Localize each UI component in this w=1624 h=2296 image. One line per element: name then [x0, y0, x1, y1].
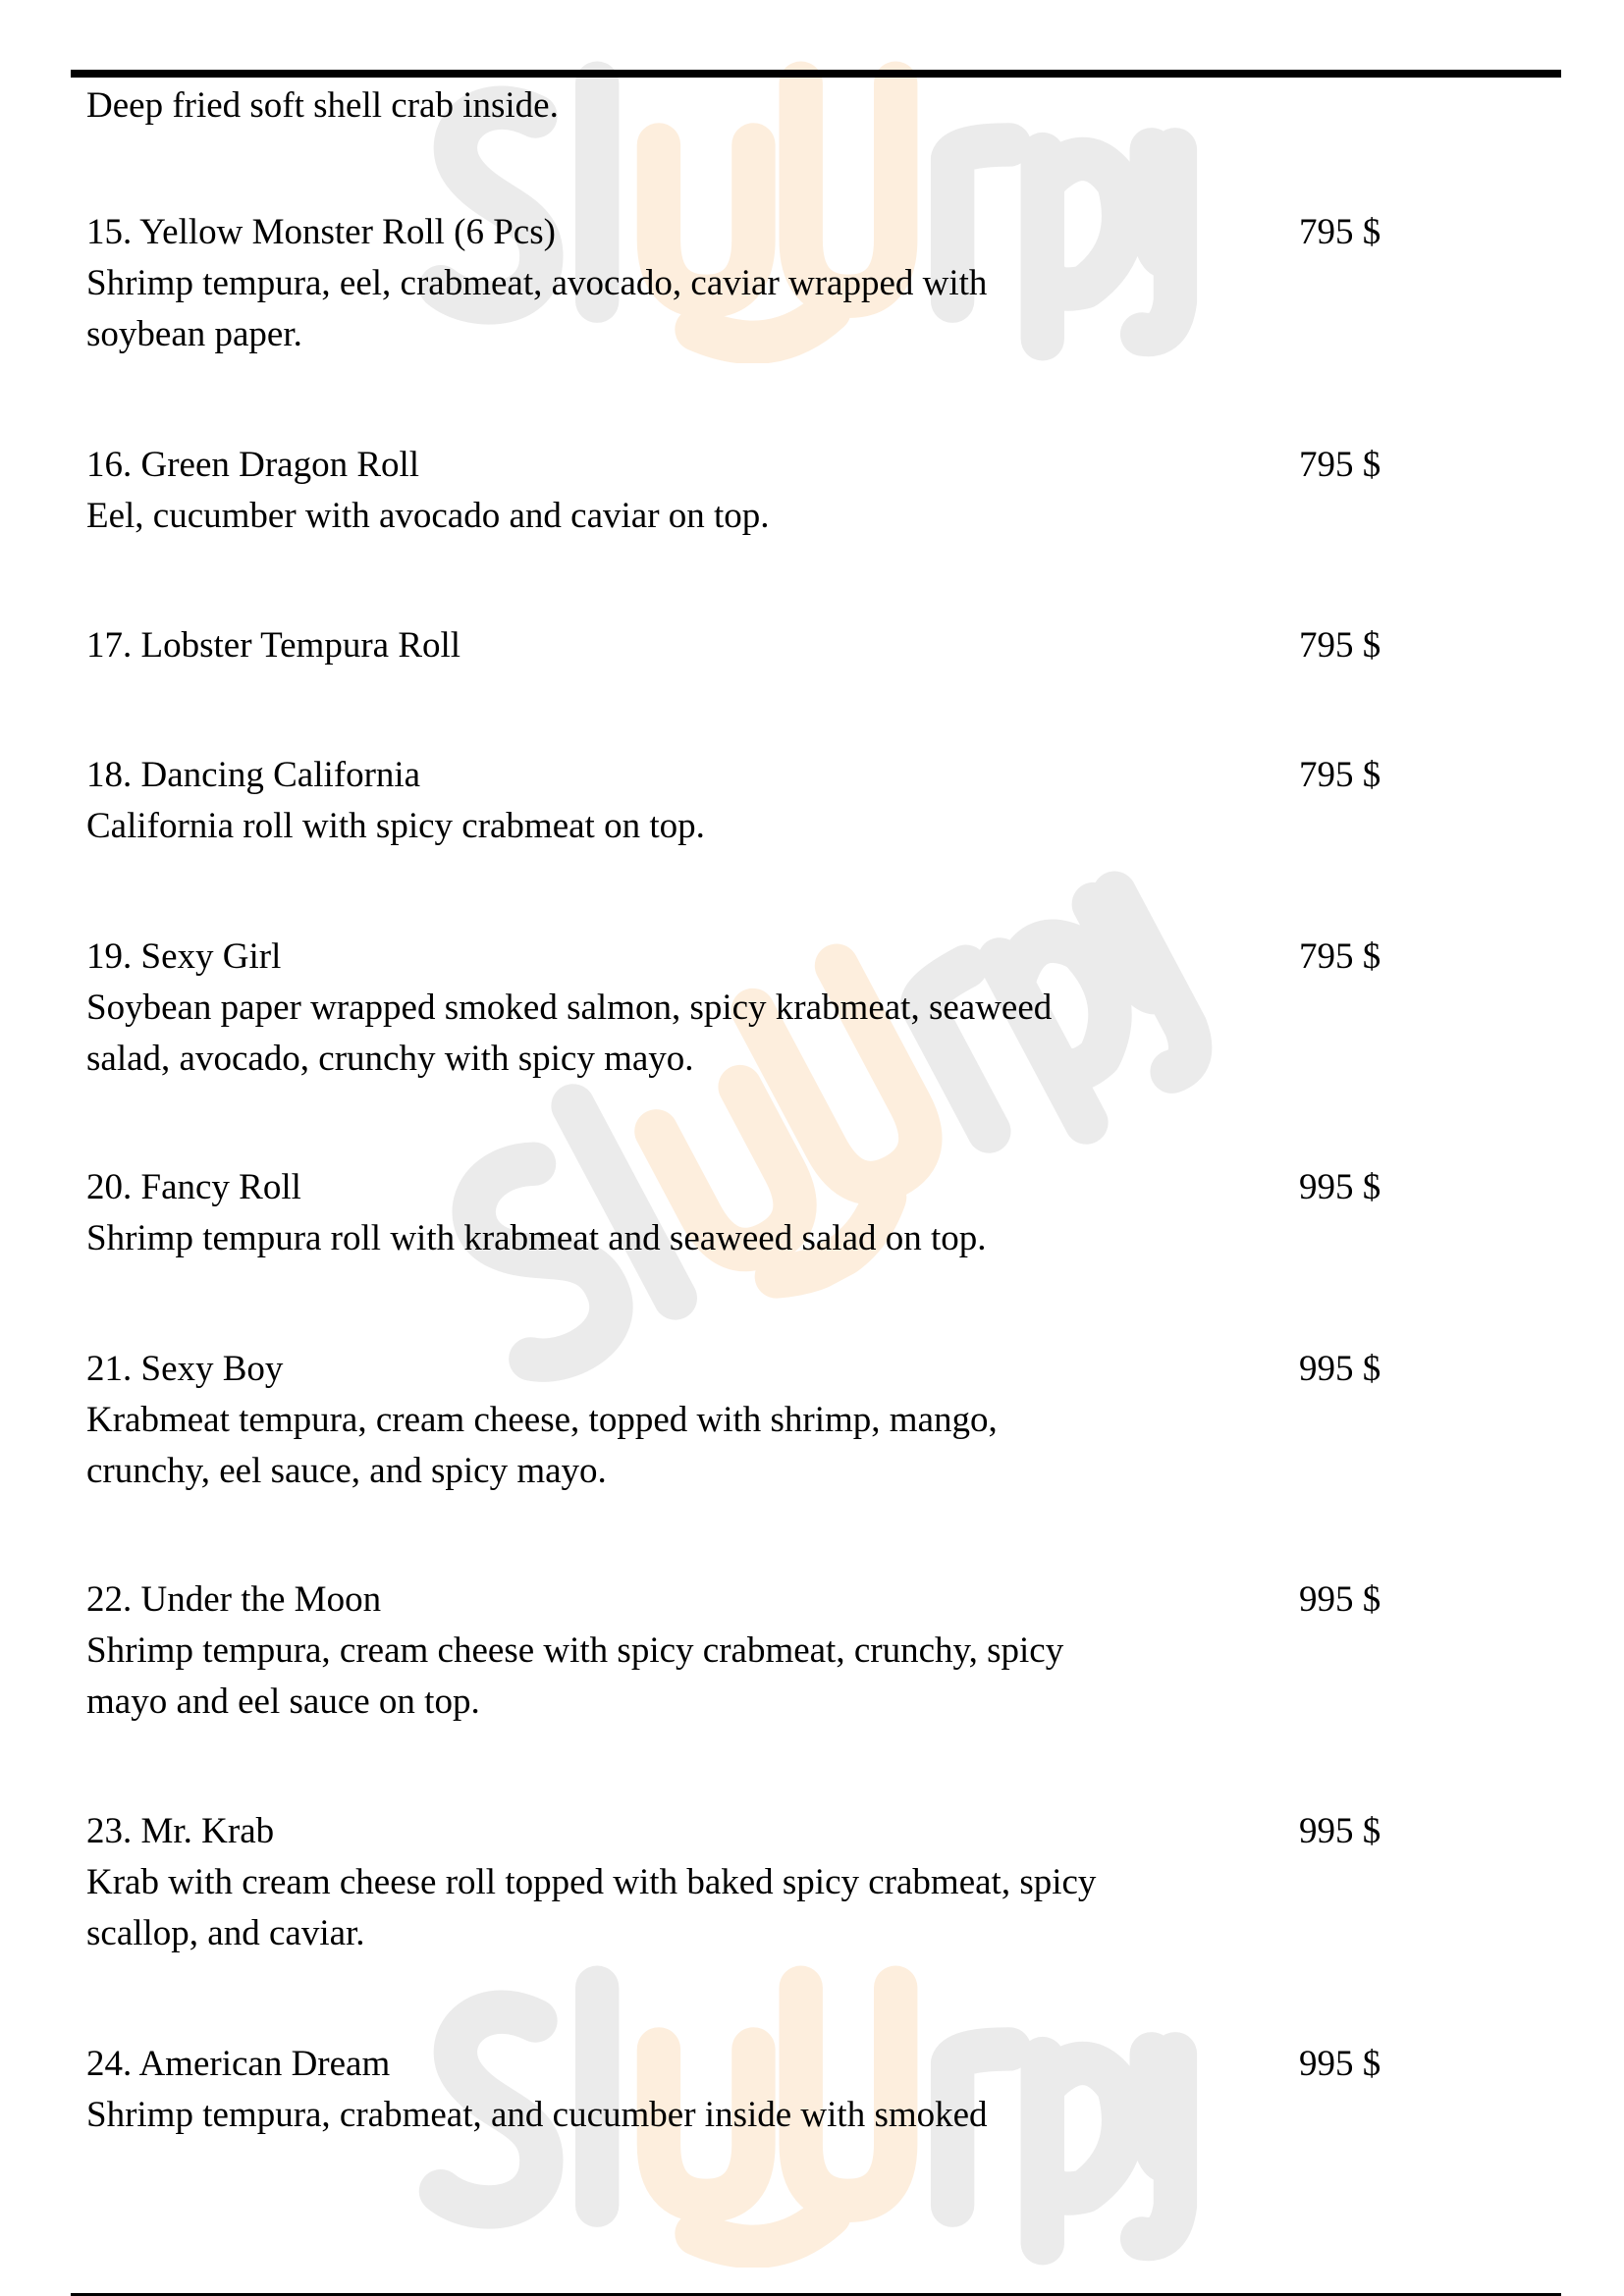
menu-item-description: Krab with cream cheese roll topped with baked spicy crabmeat, spicy: [86, 1862, 1097, 1902]
watermark-logo: [399, 788, 1261, 1439]
watermark-letter-shape: [573, 1105, 676, 1298]
menu-item-title: 23. Mr. Krab: [86, 1811, 275, 1851]
menu-item-price: 795 $: [1299, 212, 1381, 252]
menu-item-title: 16. Green Dragon Roll: [86, 445, 420, 485]
watermark-letter-shape: [1142, 2054, 1175, 2239]
menu-item-title: 19. Sexy Girl: [86, 936, 282, 977]
watermark-letter-shape: [1043, 154, 1123, 339]
menu-item-price: 995 $: [1299, 1167, 1381, 1207]
menu-item-description: Shrimp tempura, cream cheese with spicy crabmeat, crunchy, spicy: [86, 1630, 1064, 1671]
menu-item-description: Shrimp tempura roll with krabmeat and seaweed salad on top.: [86, 1218, 987, 1258]
menu-item-description: California roll with spicy crabmeat on top.: [86, 806, 705, 846]
watermark-letter-shape: [1085, 893, 1201, 1073]
watermark-letter-shape: [697, 2215, 830, 2246]
top-divider: [71, 70, 1561, 78]
menu-item-price: 795 $: [1299, 625, 1381, 666]
menu-item-description: Eel, cucumber with avocado and caviar on top.: [86, 496, 770, 536]
menu-item-price: 995 $: [1299, 2044, 1381, 2084]
menu-item-title: 22. Under the Moon: [86, 1579, 382, 1620]
menu-item-description: scallop, and caviar.: [86, 1913, 365, 1953]
menu-item-price: 795 $: [1299, 755, 1381, 795]
menu-item-description: Shrimp tempura, eel, crabmeat, avocado, caviar wrapped with: [86, 263, 988, 303]
menu-item-title: 24. American Dream: [86, 2044, 391, 2084]
menu-item-price: 995 $: [1299, 1811, 1381, 1851]
menu-item-title: 21. Sexy Boy: [86, 1349, 284, 1389]
menu-item-price: 795 $: [1299, 936, 1381, 977]
menu-item-price: 795 $: [1299, 445, 1381, 485]
menu-item-title: 20. Fancy Roll: [86, 1167, 301, 1207]
menu-item-description: crunchy, eel sauce, and spicy mayo.: [86, 1451, 607, 1491]
menu-item-price: 995 $: [1299, 1349, 1381, 1389]
watermark-letter-shape: [1043, 2058, 1123, 2243]
watermark-letter-shape: [697, 310, 830, 342]
menu-item-title: 15. Yellow Monster Roll (6 Pcs): [86, 212, 556, 252]
continued-description: Deep fried soft shell crab inside.: [86, 85, 559, 126]
menu-item-description: Krabmeat tempura, cream cheese, topped with shrimp, mango,: [86, 1400, 998, 1440]
menu-item-price: 995 $: [1299, 1579, 1381, 1620]
menu-item-description: soybean paper.: [86, 314, 302, 354]
menu-item-title: 17. Lobster Tempura Roll: [86, 625, 461, 666]
menu-item-title: 18. Dancing California: [86, 755, 421, 795]
menu-item-description: mayo and eel sauce on top.: [86, 1682, 480, 1722]
watermark-letter-shape: [1142, 149, 1175, 335]
menu-item-description: salad, avocado, crunchy with spicy mayo.: [86, 1039, 694, 1079]
menu-item-description: Shrimp tempura, crabmeat, and cucumber inside with smoked: [86, 2095, 988, 2135]
menu-item-description: Soybean paper wrapped smoked salmon, spicy krabmeat, seaweed: [86, 988, 1053, 1028]
